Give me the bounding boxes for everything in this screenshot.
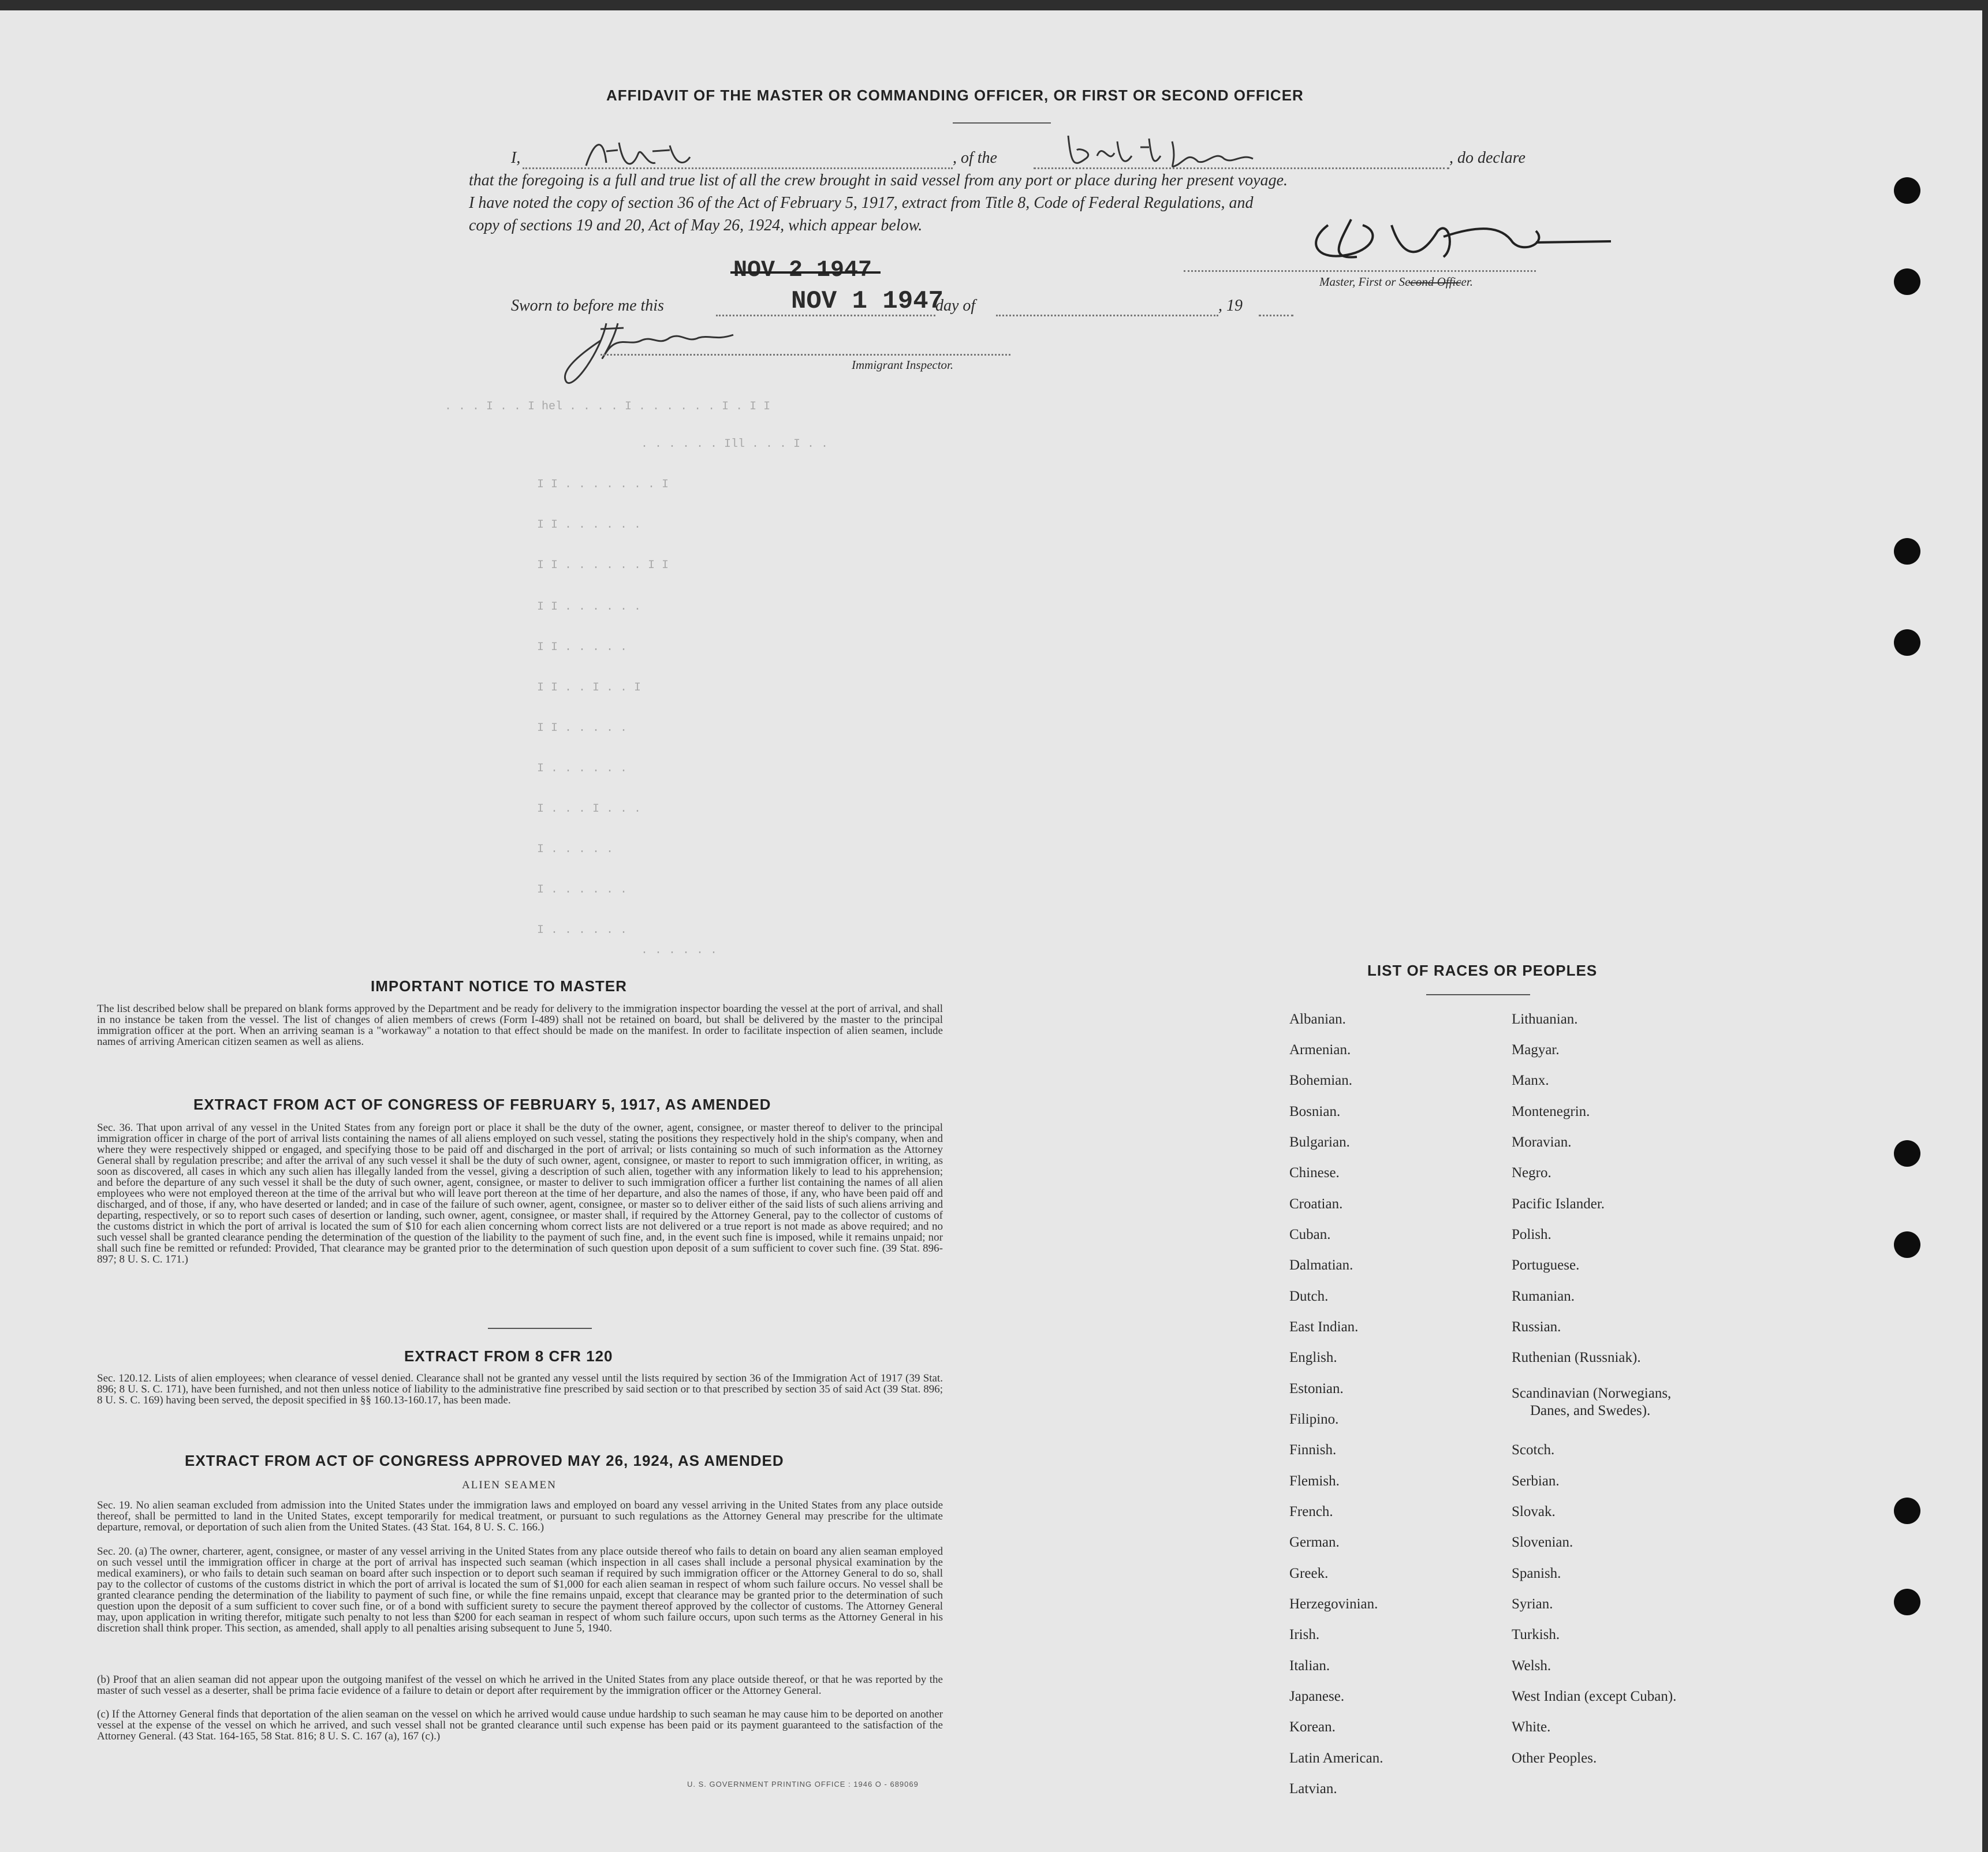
race-item: Polish.	[1512, 1227, 1551, 1242]
cfr-text: Sec. 120.12. Lists of alien employees; when clearance of vessel denied. Clearance shall not be granted any vessel until the lists required by section 36 of the Immigration Act of 1917 (39 Stat. 896; 8 U. S. C. 171), have been furnished, and not then unless notice of liability to the administrative fine prescribed by said section or to that prescribed by section 35 of said Act (39 Stat. 896; 8 U. S. C. 169) having been served, the deposit specified in §§ 160.13-160.17, has been made.	[97, 1372, 943, 1406]
race-item: Italian.	[1289, 1658, 1330, 1674]
inspector-caption: Immigrant Inspector.	[852, 358, 954, 372]
scan-border-right	[1982, 0, 1988, 1852]
race-item: French.	[1289, 1504, 1333, 1519]
races-title: LIST OF RACES OR PEOPLES	[1367, 962, 1598, 979]
affidavit-of-the: , of the	[953, 149, 997, 167]
show-through-text: I . . . . . .	[537, 762, 628, 775]
show-through-text: . . . I . . I hel . . . . I . . . . . . I . I I	[445, 400, 771, 413]
race-item: Portuguese.	[1512, 1257, 1580, 1273]
race-item: Armenian.	[1289, 1042, 1351, 1058]
race-item: Japanese.	[1289, 1689, 1345, 1704]
race-item: Dutch.	[1289, 1289, 1329, 1304]
extract-1924-title: EXTRACT FROM ACT OF CONGRESS APPROVED MAY 26, 1924, AS AMENDED	[185, 1452, 784, 1469]
race-item: Montenegrin.	[1512, 1104, 1590, 1119]
race-item: Ruthenian (Russniak).	[1512, 1350, 1641, 1365]
show-through-text: . . . . . . Ill . . . I . .	[641, 438, 829, 451]
punch-hole	[1894, 1231, 1920, 1258]
printing-office-footer: U. S. GOVERNMENT PRINTING OFFICE : 1946 O - 689069	[687, 1780, 919, 1788]
race-item: Slovenian.	[1512, 1534, 1573, 1550]
race-item: Pacific Islander.	[1512, 1196, 1605, 1212]
punch-hole	[1894, 177, 1920, 204]
sec20b-text: (b) Proof that an alien seaman did not appear upon the outgoing manifest of the vessel on which he arrived in the United States from any place outside thereof, or that he was reported by the master of such vessel as a deserter, shall be prima facie evidence of a failure to detain or deport after requirement by the immigration officer or the Attorney General.	[97, 1674, 943, 1697]
race-item: Cuban.	[1289, 1227, 1331, 1242]
show-through-text: I I . . . . . . I I	[537, 559, 669, 572]
show-through-text: . . . . . .	[641, 944, 718, 957]
sec20a-text: Sec. 20. (a) The owner, charterer, agent, consignee, or master of any vessel arriving in the United States from any place outside thereof who fails to detain on board any alien seaman employed on such vessel until the immigration officer in charge at the port of arrival has inspected such seaman (which inspection in all cases shall include a personal physical examination by the medical examiners), or who fails to detain such seaman on board after such inspection or to deport such seaman if required by such immigration officer or the Attorney General to do so, shall pay to the collector of customs of the customs district in which the port of arrival is located the sum of $1,000 for each alien seaman in respect of whom such failure occurs. No vessel shall be granted clearance pending the determination of the liability to payment of such fine, or while the fine remains unpaid, except that clearance may be granted prior to the determination of such question upon the deposit of a sum sufficient to cover such fine, or of a bond with sufficient surety to secure the payment thereof approved by the collector of customs. The Attorney General may, upon application in writing therefor, mitigate such penalty to not less than $200 for each seaman in respect of whom such failure occurs, upon such terms as the Attorney General in his discretion shall think proper. This section, as amended, shall apply to all penalties arising subsequent to June 5, 1940.	[97, 1545, 943, 1634]
race-item: Bohemian.	[1289, 1073, 1353, 1088]
show-through-text: I . . . . . .	[537, 883, 628, 897]
day-of: day of	[935, 297, 976, 315]
race-item: East Indian.	[1289, 1319, 1359, 1335]
race-item: Croatian.	[1289, 1196, 1343, 1212]
section-rule	[488, 1328, 592, 1329]
race-item: Chinese.	[1289, 1165, 1340, 1181]
show-through-text: I I . . . . .	[537, 641, 628, 654]
strikeout-second	[1409, 282, 1461, 283]
sworn-prefix: Sworn to before me this	[511, 297, 664, 315]
race-item: White.	[1512, 1719, 1551, 1735]
show-through-text: I . . . I . . .	[537, 802, 641, 816]
punch-hole	[1894, 629, 1920, 656]
show-through-text: I . . . . .	[537, 843, 614, 856]
alien-seamen-subtitle: ALIEN SEAMEN	[462, 1479, 557, 1491]
year-line	[1259, 315, 1293, 316]
race-item: Manx.	[1512, 1073, 1549, 1088]
signature-line	[1184, 270, 1536, 272]
race-item: Flemish.	[1289, 1473, 1340, 1489]
race-item: Korean.	[1289, 1719, 1336, 1735]
stamp-struck: NOV 2 1947	[733, 257, 872, 283]
affidavit-declare: , do declare	[1449, 149, 1525, 167]
race-item: Spanish.	[1512, 1566, 1561, 1581]
race-item: Estonian.	[1289, 1381, 1344, 1397]
race-item: Rumanian.	[1512, 1289, 1575, 1304]
race-item: Bosnian.	[1289, 1104, 1341, 1119]
race-item: Moravian.	[1512, 1134, 1572, 1150]
race-item: Turkish.	[1512, 1627, 1560, 1642]
affidavit-body-4: copy of sections 19 and 20, Act of May 26, 1924, which appear below.	[469, 216, 923, 234]
sec19-text: Sec. 19. No alien seaman excluded from admission into the United States under the immigration laws and employed on board any vessel arriving in the United States from any place outside thereof, shall be permitted to land in the United States, except temporarily for medical treatment, or pursuant to such regulations as the Attorney General may prescribe for the ultimate departure, removal, or deportation of such alien from the United States. (43 Stat. 164, 8 U. S. C. 166.)	[97, 1499, 943, 1533]
race-item: Herzegovinian.	[1289, 1596, 1378, 1612]
show-through-text: I I . . . . . .	[537, 518, 641, 532]
extract-1917-text: Sec. 36. That upon arrival of any vessel in the United States from any foreign port or place it shall be the duty of the owner, agent, consignee, or master thereof to deliver to the principal immigration officer in charge of the port of arrival lists containing the names of all aliens employed on such vessel, stating the positions they respectively hold in the ship's company, when and where they were respectively shipped or engaged, and specifying those to be paid off and discharged in the port of arrival; or lists containing so much of such information as the Attorney General shall by regulation prescribe; and after the arrival of any such vessel it shall be the duty of such owner, agent, consignee, or master to report to such immigration officer, in writing, as soon as discovered, all cases in which any such alien has illegally landed from the vessel, giving a description of such alien, together with any information likely to lead to his apprehension; and before the departure of any such vessel it shall be the duty of such owner, agent, consignee, or master to deliver to such immigration officer a further list containing the names of all alien employees who were not employed thereon at the time of the arrival but who will leave port thereon at the time of her departure, and also the names of those, if any, who have been paid off and discharged, and of those, if any, who have deserted or landed; and in case of the failure of such owner, agent, consignee, or master so to deliver either of the said lists of such aliens arriving and departing, respectively, or so to report such cases of desertion or landing, such owner, agent, consignee, or master shall, if required by the Attorney General, pay to the collector of customs of the customs district in which the port of arrival is located the sum of $10 for each alien concerning whom correct lists are not delivered or a true report is not made as above required; and no such vessel shall be granted clearance pending the determination of the question of the liability to the payment of such fine, and, in the event such fine is imposed, while it remains unpaid; nor shall such fine be remitted or refunded: Provided, That clearance may be granted prior to the determination of such question upon deposit of a sum sufficient to cover such fine. (39 Stat. 896-897; 8 U. S. C. 171.)	[97, 1122, 943, 1265]
stamp-strikeout	[730, 271, 881, 274]
race-item: Other Peoples.	[1512, 1750, 1597, 1766]
race-item: Magyar.	[1512, 1042, 1560, 1058]
race-item: Bulgarian.	[1289, 1134, 1350, 1150]
race-item: German.	[1289, 1534, 1340, 1550]
race-item: Danes, and Swedes).	[1530, 1403, 1651, 1418]
race-item: Albanian.	[1289, 1011, 1346, 1027]
title-rule	[953, 122, 1051, 124]
race-item: Dalmatian.	[1289, 1257, 1353, 1273]
master-handwriting	[583, 134, 699, 174]
affidavit-title: AFFIDAVIT OF THE MASTER OR COMMANDING OFFICER, OR FIRST OR SECOND OFFICER	[606, 87, 1304, 104]
sec20c-text: (c) If the Attorney General finds that deportation of the alien seaman on the vessel on which he arrived would cause undue hardship to such seaman he may cause him to be deported on another vessel at the expense of the vessel on which he arrived, and such vessel shall not be granted clearance until such expense has been paid or its payment guaranteed to the satisfaction of the Attorney General. (43 Stat. 164-165, 58 Stat. 816; 8 U. S. C. 167 (a), 167 (c).)	[97, 1708, 943, 1742]
race-item: Slovak.	[1512, 1504, 1556, 1519]
notice-text: The list described below shall be prepared on blank forms approved by the Department and be ready for delivery to the immigration inspector boarding the vessel at the port of arrival, and shall in no instance be taken from the vessel. The list of changes of alien members of crews (Form I-489) shall not be retained on board, but shall be delivered by the master to the principal immigration officer at the port. When an arriving seaman is a "workaway" a notation to that effect should be made on the manifest. In order to facilitate inspection of alien seamen, include names of arriving American citizen seamen as well as aliens.	[97, 1003, 943, 1048]
month-line	[996, 315, 1218, 316]
show-through-text: I I . . . . .	[537, 722, 628, 735]
race-item: Serbian.	[1512, 1473, 1560, 1489]
signature-caption: Master, First or Second Officer.	[1319, 275, 1473, 289]
show-through-text: I I . . I . . I	[537, 681, 641, 694]
race-item: West Indian (except Cuban).	[1512, 1689, 1677, 1704]
race-item: Lithuanian.	[1512, 1011, 1578, 1027]
cfr-title: EXTRACT FROM 8 CFR 120	[404, 1347, 613, 1365]
punch-hole	[1894, 1498, 1920, 1524]
race-item: Negro.	[1512, 1165, 1551, 1181]
affidavit-body-2: that the foregoing is a full and true list of all the crew brought in said vessel from any port or place during her present voyage.	[469, 171, 1288, 189]
extract-1917-title: EXTRACT FROM ACT OF CONGRESS OF FEBRUARY 5, 1917, AS AMENDED	[193, 1096, 771, 1113]
race-item: English.	[1289, 1350, 1337, 1365]
affidavit-i: I,	[511, 149, 521, 167]
race-item: Russian.	[1512, 1319, 1561, 1335]
master-signature	[1305, 208, 1617, 271]
race-item: Scandinavian (Norwegians,	[1512, 1386, 1672, 1401]
punch-hole	[1894, 1140, 1920, 1167]
inspector-line	[600, 354, 1010, 356]
punch-hole	[1894, 268, 1920, 295]
race-item: Irish.	[1289, 1627, 1320, 1642]
notice-title: IMPORTANT NOTICE TO MASTER	[371, 977, 627, 995]
vessel-handwriting	[1062, 130, 1293, 173]
race-item: Welsh.	[1512, 1658, 1551, 1674]
race-item: Filipino.	[1289, 1412, 1339, 1427]
races-rule	[1426, 994, 1530, 995]
show-through-text: I I . . . . . . . I	[537, 478, 669, 491]
race-item: Finnish.	[1289, 1442, 1337, 1458]
show-through-text: I . . . . . .	[537, 924, 628, 937]
punch-hole	[1894, 1589, 1920, 1615]
race-item: Latin American.	[1289, 1750, 1383, 1766]
scan-border-top	[0, 0, 1988, 10]
show-through-text: I I . . . . . .	[537, 600, 641, 614]
race-item: Latvian.	[1289, 1781, 1337, 1797]
year-prefix: , 19	[1218, 297, 1243, 315]
affidavit-body-3: I have noted the copy of section 36 of the Act of February 5, 1917, extract from Title 8, Code of Federal Regulations, and	[469, 194, 1254, 212]
punch-hole	[1894, 538, 1920, 565]
race-item: Greek.	[1289, 1566, 1329, 1581]
stamp-date: NOV 1 1947	[791, 287, 944, 316]
race-item: Scotch.	[1512, 1442, 1555, 1458]
race-item: Syrian.	[1512, 1596, 1553, 1612]
